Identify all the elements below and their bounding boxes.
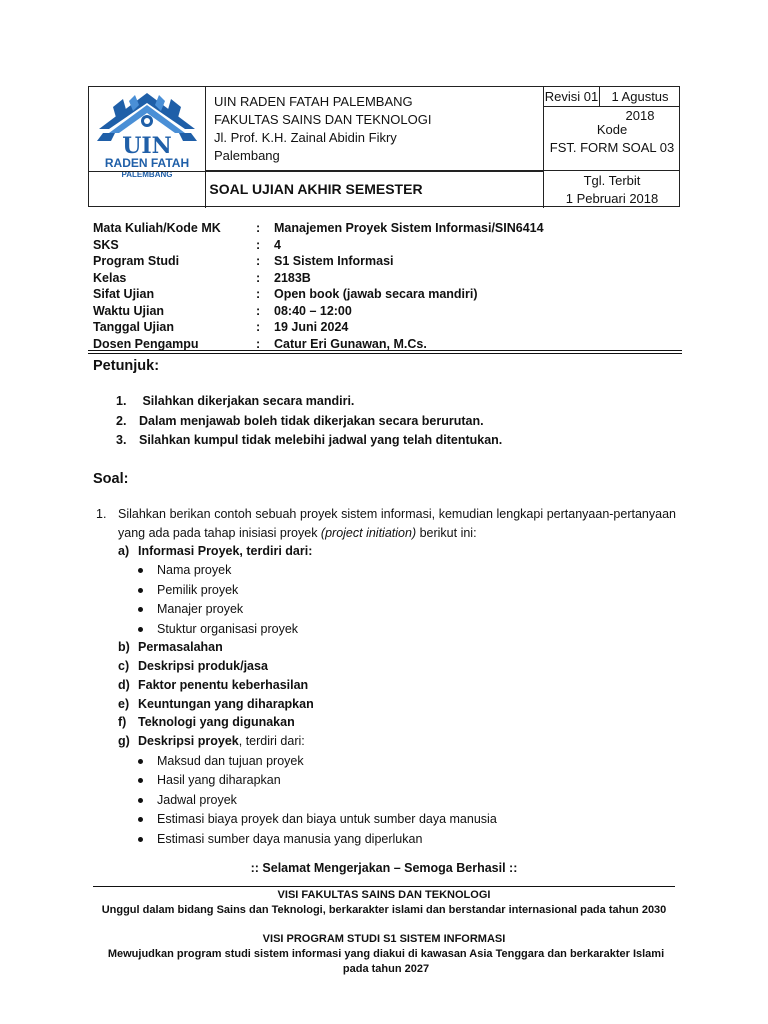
institution-line: UIN RADEN FATAH PALEMBANG (214, 94, 413, 109)
info-colon: : (256, 270, 261, 285)
info-value: S1 Sistem Informasi (274, 254, 394, 268)
bullet-dot-icon (138, 778, 143, 783)
program-vision-text: Mewujudkan program studi sistem informasi yang diakui di kawasan Asia Tenggara dan berkarakter Islami pada tahun 2027 (107, 948, 665, 975)
revision-row (544, 87, 680, 123)
questions-title: Soal: (93, 471, 129, 487)
footer-divider (93, 886, 675, 887)
question-text-b: berikut ini: (416, 526, 477, 540)
bullet-dot-icon (138, 588, 143, 593)
question-text-em: (project initiation) (320, 526, 417, 540)
bullet-dot-icon (138, 837, 143, 842)
info-divider (88, 350, 682, 351)
faculty-vision-title: VISI FAKULTAS SAINS DAN TEKNOLOGI (277, 889, 491, 901)
sub-text: Faktor penentu keberhasilan (138, 678, 309, 692)
logo-text-city: PALEMBANG (121, 170, 173, 179)
revision-date: 1 Agustus 2018 (611, 89, 669, 123)
logo-text-sub: RADEN FATAH (104, 156, 190, 170)
revision-label: Revisi 01 (544, 89, 599, 104)
bullet-text: Maksud dan tujuan proyek (157, 754, 304, 768)
list-text: Silahkan kumpul tidak melebihi jadwal yang telah ditentukan. (139, 433, 503, 447)
sub-letter: d) (118, 678, 130, 692)
list-number: 3. (116, 433, 127, 447)
info-label: Sifat Ujian (93, 287, 155, 301)
list-text: Silahkan dikerjakan secara mandiri. (139, 394, 355, 408)
code-value: FST. FORM SOAL 03 (549, 140, 675, 155)
faculty-vision-text: Unggul dalam bidang Sains dan Teknologi, berkarakter islami dan berstandar internasional pada tahun 2030 (101, 904, 667, 916)
info-divider-thin (88, 353, 682, 354)
document-title: SOAL UJIAN AKHIR SEMESTER (89, 171, 544, 208)
list-number: 1. (116, 394, 127, 408)
info-value: 2183B (274, 270, 311, 285)
info-label: Mata Kuliah/Kode MK (93, 221, 221, 235)
code-label: Kode (596, 122, 628, 137)
info-value: Open book (jawab secara mandiri) (274, 287, 478, 301)
bullet-dot-icon (138, 607, 143, 612)
question-text (118, 505, 676, 543)
bullet-dot-icon (138, 627, 143, 632)
issue-date-cell (544, 171, 680, 208)
code-cell (544, 107, 680, 171)
sub-text-rest: , terdiri dari: (238, 734, 305, 748)
info-label: Dosen Pengampu (93, 336, 199, 351)
institution-line: Jl. Prof. K.H. Zainal Abidin Fikry (214, 130, 397, 145)
info-label: Tanggal Ujian (93, 320, 175, 334)
info-colon: : (256, 254, 261, 268)
question-text-a: Silahkan berikan contoh sebuah proyek sistem informasi, kemudian lengkapi pertanyaan-pertanyaan yang ada pada tahap inisiasi proyek (118, 507, 676, 540)
institution-line: Palembang (214, 148, 280, 163)
info-value: 4 (274, 237, 281, 252)
sub-letter: g) (118, 734, 130, 748)
sub-letter: e) (118, 697, 130, 711)
logo-text-main: UIN (122, 133, 172, 159)
bullet-text: Estimasi sumber daya manusia yang diperlukan (157, 832, 423, 846)
sub-letter: f) (118, 715, 127, 729)
info-colon: : (256, 303, 261, 318)
sub-text: Permasalahan (138, 640, 223, 654)
program-vision-title: VISI PROGRAM STUDI S1 SISTEM INFORMASI (262, 933, 506, 945)
info-label: Waktu Ujian (93, 303, 165, 318)
sub-letter: c) (118, 659, 130, 673)
bullet-text: Pemilik proyek (157, 583, 239, 597)
institution-block (206, 87, 544, 171)
bullet-dot-icon (138, 568, 143, 573)
info-colon: : (256, 237, 261, 252)
info-value: 19 Juni 2024 (274, 320, 349, 334)
instructions-title: Petunjuk: (93, 358, 160, 374)
question-number: 1. (96, 507, 107, 521)
info-colon: : (256, 320, 261, 334)
list-text: Dalam menjawab boleh tidak dikerjakan secara berurutan. (139, 413, 484, 428)
info-value: 08:40 – 12:00 (274, 303, 352, 318)
closing-message: :: Selamat Mengerjakan – Semoga Berhasil :: (250, 861, 518, 875)
document-header (88, 86, 680, 207)
bullet-text: Nama proyek (157, 563, 232, 577)
sub-text-bold: Deskripsi proyek (138, 734, 239, 748)
sub-text: Keuntungan yang diharapkan (138, 697, 314, 711)
sub-text (138, 732, 305, 751)
sub-text: Teknologi yang digunakan (138, 715, 295, 729)
bullet-text: Manajer proyek (157, 602, 244, 616)
bullet-dot-icon (138, 759, 143, 764)
bullet-dot-icon (138, 817, 143, 822)
sub-letter: b) (118, 640, 130, 654)
institution-line: FAKULTAS SAINS DAN TEKNOLOGI (214, 112, 432, 127)
sub-text: Deskripsi produk/jasa (138, 659, 268, 673)
issue-date-label: Tgl. Terbit (583, 173, 641, 188)
sub-letter: a) (118, 544, 130, 558)
bullet-dot-icon (138, 798, 143, 803)
info-label: SKS (93, 237, 119, 252)
bullet-text: Hasil yang diharapkan (157, 773, 281, 787)
bullet-text: Estimasi biaya proyek dan biaya untuk sumber daya manusia (157, 812, 497, 826)
bullet-text: Stuktur organisasi proyek (157, 622, 299, 636)
info-colon: : (256, 287, 261, 301)
info-label: Kelas (93, 270, 127, 285)
info-label: Program Studi (93, 254, 180, 268)
bullet-text: Jadwal proyek (157, 793, 237, 807)
sub-text: Informasi Proyek, terdiri dari: (138, 544, 313, 558)
issue-date-value: 1 Pebruari 2018 (565, 191, 659, 206)
info-colon: : (256, 221, 261, 235)
list-number: 2. (116, 413, 127, 428)
info-value: Manajemen Proyek Sistem Informasi/SIN6414 (274, 221, 544, 235)
info-value: Catur Eri Gunawan, M.Cs. (274, 336, 427, 351)
info-colon: : (256, 336, 261, 351)
